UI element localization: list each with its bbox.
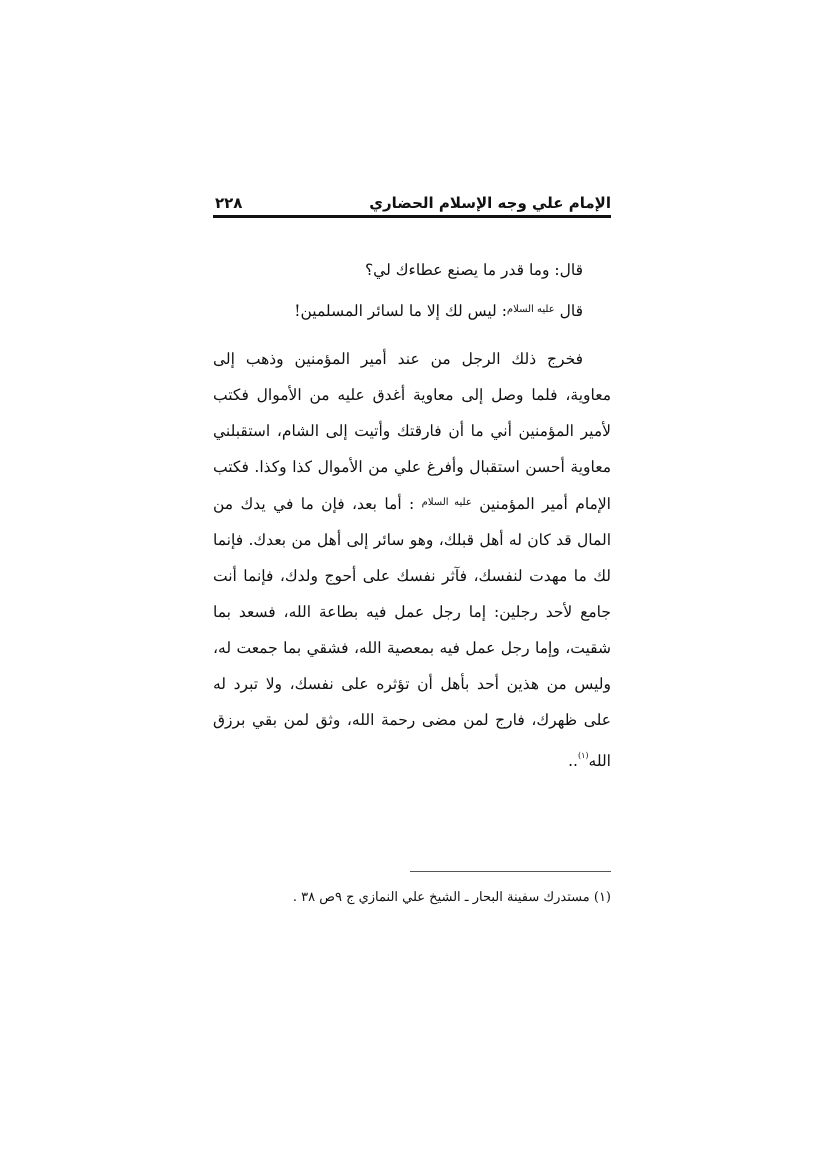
body-text (213, 252, 611, 779)
main-paragraph (213, 341, 611, 779)
book-title: الإمام علي وجه الإسلام الحضاري (369, 194, 611, 212)
footnote-reference[interactable]: (١) (577, 751, 589, 760)
paragraph-part-2: : أما بعد، فإن ما في يدك من المال قد كان له أهل قبلك، وهو سائر إلى أهل من بعدك. فإنما لك ما مهدت لنفسك، فآثر نفسك على أحوج ولدك، فإنما أنت جامع لأحد رجلين: إما رجل عمل فيه بطاعة الله، فسعد بما شقيت، وإما رجل عمل فيه بمعصية الله، فشقي بما جمعت له، وليس من هذين أحد بأهل أن تؤثره على نفسك، ولا تبرد له على ظهرك، فارج لمن مضى رحمة الله، وثق لمن بقي برزق الله (213, 495, 611, 770)
dialog-text: : ليس لك إلا ما لسائر المسلمين! (294, 302, 507, 320)
footnote-text: مستدرك سفينة البحار ـ الشيخ علي النمازي ج ٩ص ٣٨ . (292, 890, 590, 905)
honorific-symbol: عليه السلام (506, 304, 555, 315)
footnote-marker: (١) (593, 890, 611, 905)
dialog-line-2 (213, 292, 611, 329)
footnote (213, 887, 611, 909)
dialog-prefix: قال (554, 302, 583, 320)
footnote-rule (410, 871, 611, 872)
running-header (213, 188, 611, 214)
honorific-symbol: عليه السلام (421, 497, 472, 508)
paragraph-part-1: فخرج ذلك الرجل من عند أمير المؤمنين وذهب إلى معاوية، فلما وصل إلى معاوية أغدق عليه من الأموال فكتب لأمير المؤمنين أني ما أن فارقتك وأتيت إلى الشام، استقبلني معاوية أحسن استقبال وأفرغ علي من الأموال كذا وكذا. فكتب الإمام أمير المؤمنين (213, 350, 611, 513)
header-rule (213, 215, 611, 218)
page-number: ٢٢٨ (215, 194, 243, 212)
document-page (213, 0, 611, 1169)
dialog-line-1 (213, 252, 611, 288)
dialog-text: قال: وما قدر ما يصنع عطاءك لي؟ (364, 261, 583, 279)
paragraph-ending: .. (568, 752, 578, 770)
